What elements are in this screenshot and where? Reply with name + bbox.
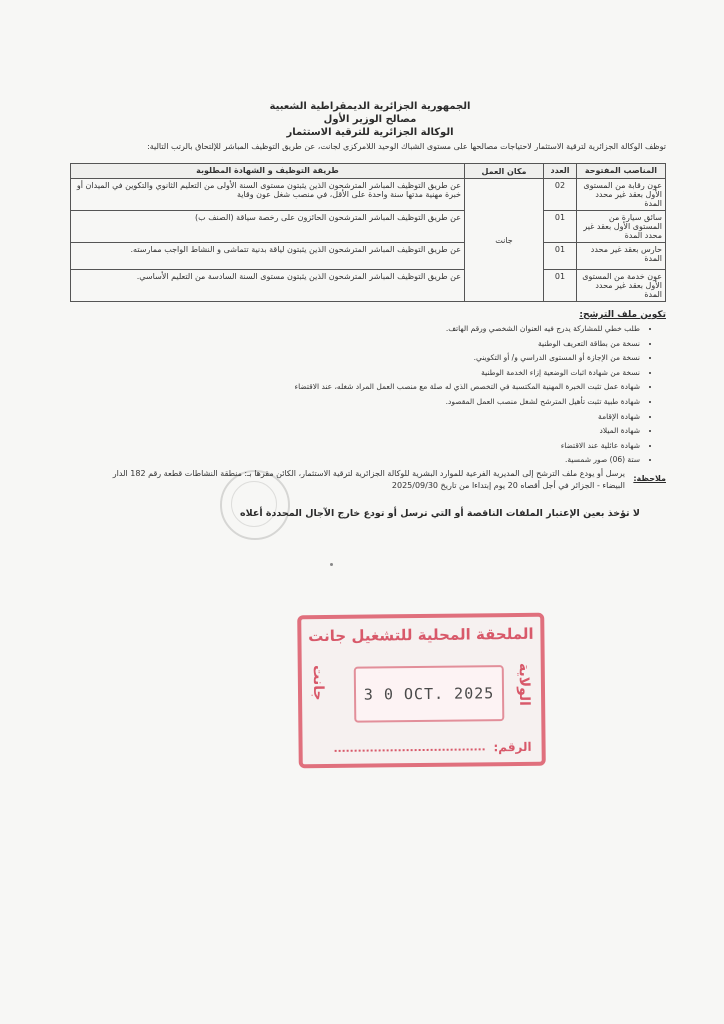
note-text: يرسل أو يودع ملف الترشح إلى المديرية الفرعية للموارد البشرية للوكالة الجزائرية لترقية الاستثمار، الكائن مقرها بـ: منطقة النشاطات قطعة رقم 182 الدار البيضاء - الجزائر في أجل أقصاه 20 يوم إبتداءا من تاريخ 2025/09/30 [112,469,625,490]
cell-method: عن طريق التوظيف المباشر المترشحون الذين يثبتون مستوى السنة السادسة من التعليم الأساسي. [71,270,465,302]
list-item: • شهادة عمل تثبت الخبرة المهنية المكتسبة في التخصص الذي له صلة مع منصب العمل المراد شغله، عند الاقتضاء [220,380,640,395]
table-row [71,211,666,243]
header-agency: الوكالة الجزائرية للترقية الاستثمار [286,127,454,138]
list-item: • شهادة عائلية عند الاقتضاء [220,439,640,454]
scan-speck [330,563,333,566]
header-ministry: مصالح الوزير الأول [323,114,417,125]
list-item: • نسخة من بطاقة التعريف الوطنية [220,337,640,352]
col-header-method: طريقة التوظيف و الشهادة المطلوبة [71,164,465,179]
cell-count: 01 [544,243,577,270]
cell-post: سائق سيارة من المستوى الأول بعقد غير محدد المدة [577,211,666,243]
table-header-row [71,164,666,179]
list-item: • نسخة من شهادة اثبات الوضعية إزاء الخدمة الوطنية [220,366,640,381]
col-header-post: المناصب المفتوحة [577,164,666,179]
document-header [200,100,540,139]
table-row [71,243,666,270]
cell-post: عون خدمة من المستوى الأول بعقد غير محدد المدة [577,270,666,302]
cell-method: عن طريق التوظيف المباشر المترشحون الذين يثبتون مستوى السنة الأولى من التعليم الثانوي والتكوين في الميدان أو خبرة مهنية مدتها سنة واحدة على الأقل، في منصب شغل عون وقاية [71,179,465,211]
list-item: • شهادة الميلاد [220,424,640,439]
intro-text: توظف الوكالة الجزائرية لترقية الاستثمار لاحتياجات مصالحها على مستوى الشباك الوحيد اللامركزي لجانت، عن طريق التوظيف المباشر للإلتحاق بالرتب التالية: [147,142,666,151]
stamp-side-left: جانت [309,665,327,701]
note-label: ملاحظة: [633,474,666,483]
list-item: • شهادة الإقامة [220,410,640,425]
col-header-count: العدد [544,164,577,179]
stamp-side-right: الولاية [515,662,533,707]
cell-count: 01 [544,211,577,243]
cell-count: 01 [544,270,577,302]
list-item: • نسخة من الإجازة أو المستوى الدراسي و/ أو التكويني. [220,351,640,366]
list-item: • ستة (06) صور شمسية. [220,453,640,468]
stamp-number-label: الرقم: [493,739,532,755]
col-header-place: مكان العمل [465,164,544,179]
table-row [71,270,666,302]
cell-post: حارس بعقد غير محدد المدة [577,243,666,270]
table-row [71,179,666,211]
reception-stamp [297,613,546,769]
closing-notice: لا تؤخذ بعين الإعتبار الملفات الناقصة أو التي ترسل أو تودع خارج الآجال المحددة أعلاه [240,508,640,519]
stamp-date: 3 0 OCT. 2025 [354,665,505,723]
application-file-title: تكوين ملف الترشح: [579,310,666,320]
list-item: • طلب خطي للمشاركة يدرج فيه العنوان الشخصي ورقم الهاتف. [220,322,640,337]
cell-count: 02 [544,179,577,211]
stamp-office-name: الملحقة المحلية للتشغيل جانت [308,624,534,646]
list-item: • شهادة طبية تثبت تأهيل المترشح لشغل منصب العمل المقصود. [220,395,640,410]
required-documents-list [220,322,654,468]
cell-method: عن طريق التوظيف المباشر المترشحون الذين يثبتون لياقة بدنية تتماشى و النشاط الواجب ممارسته. [71,243,465,270]
cell-method: عن طريق التوظيف المباشر المترشحون الحائزون على رخصة سياقة (الصنف ب) [71,211,465,243]
cell-place: جانت [465,179,544,302]
header-republic: الجمهورية الجزائرية الديمقراطية الشعبية [269,101,471,112]
positions-table [70,163,666,302]
cell-post: عون رقابة من المستوى الأول بعقد غير محدد المدة [577,179,666,211]
